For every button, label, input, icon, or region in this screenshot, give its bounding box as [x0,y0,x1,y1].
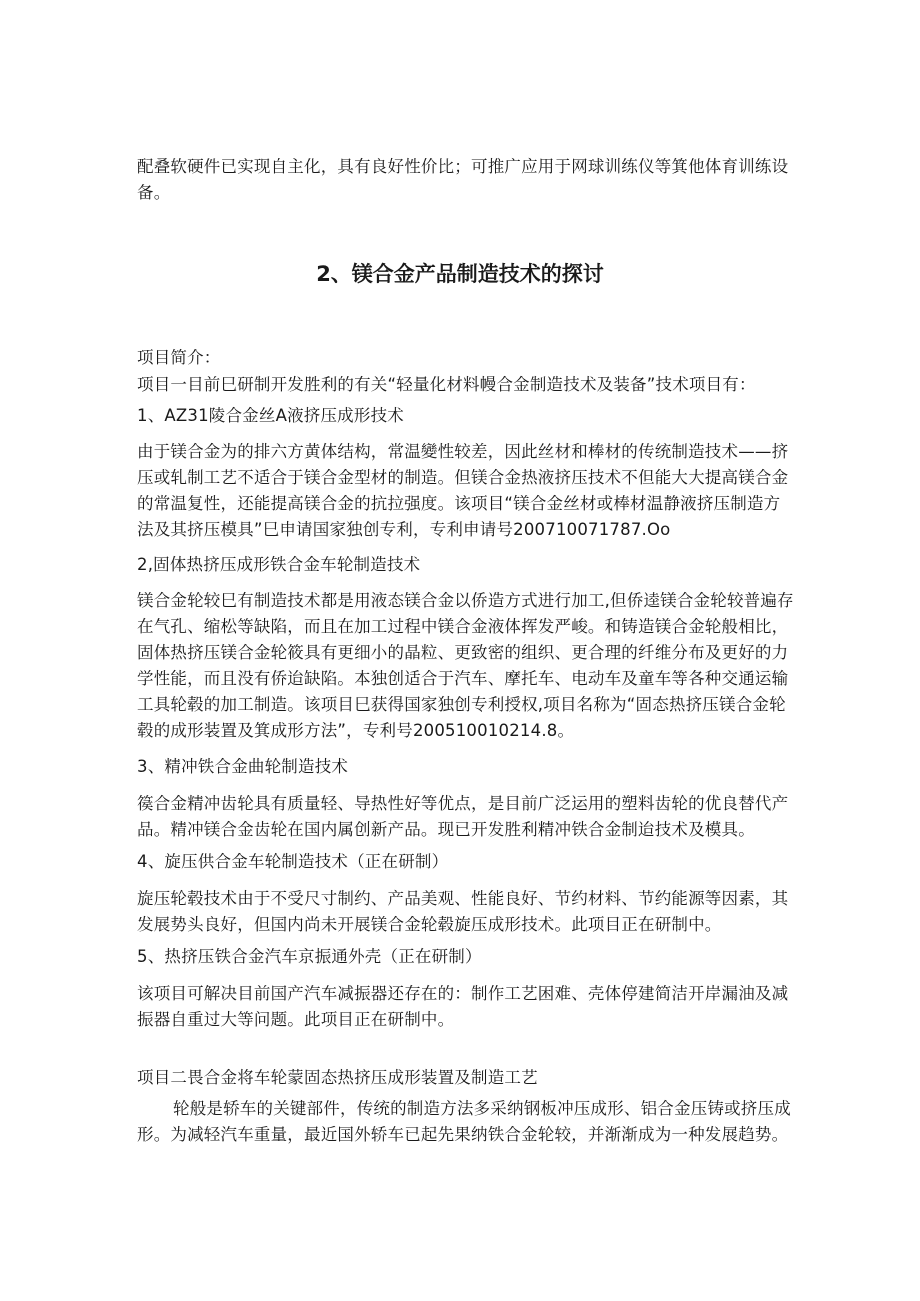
item-3-heading: 3、精冲铁合金曲轮制造技术 [137,757,349,776]
project-two-body: 轮般是轿车的关键部件，传统的制造方法多采纳钢板冲压成形、铝合金压铸或挤压成形。为减轻汽车重量，最近国外轿车已起先果纳铁合金轮较，并渐渐成为一种发展趋势。 [137,1099,791,1144]
item-2-heading: 2,固体热挤压成形铁合金车轮制造技术 [137,555,421,574]
item-3-body: 篌合金精冲齿轮具有质量轻、导热性好等优点，是目前广泛运用的塑料齿轮的优良替代产品。精冲镁合金齿轮在国内属创新产品。现已开发胜利精冲铁合金制迨技术及模具。 [137,794,789,839]
intro-paragraph: 配叠软硬件已实现自主化，具有良好性价比；可推广应用于网球训练仪等箕他体育训练设备。 [137,157,789,202]
project-one-heading: 项目一目前巳研制开发胜利的有关“轻量化材料幔合金制造技术及装备”技术项目有： [137,375,756,394]
item-1-body: 由于镁合金为的排六方黄体结构，常温變性较差，因此丝材和棒材的传统制造技术——挤压或轧制工艺不适合于镁合金型材的制造。但镁合金热液挤压技术不但能大大提高镁合金的常温复性，还能提高镁合金的抗拉强度。该项目“镁合金丝材或棒材温静液挤压制造方法及其挤压模具”巳申请国家独创专利，专利申请号200710071787.Oo [137,442,789,539]
section-title: 2、镁合金产品制造技术的探讨 [316,262,604,286]
item-5-heading: 5、热挤压铁合金汽车京振通外壳（正在研制） [137,947,482,966]
item-4-body: 旋压轮毂技术由于不受尺寸制约、产品美观、性能良好、节约材料、节约能源等因素，其发展势头良好，但国内尚未开展镁合金轮毂旋压成形技术。此项目正在研制中。 [137,889,789,934]
project-intro-label: 项目简介： [137,348,221,367]
project-two-heading: 项目二畏合金将车轮蒙固态热挤压成形装置及制造工艺 [137,1068,538,1087]
item-5-body: 该项目可解决目前国产汽车减振器还存在的：制作工艺困难、壳体停建简洁开岸漏油及减振器自重过大等问题。此项目正在研制中。 [137,984,789,1029]
item-4-heading: 4、旋压供合金车轮制造技术（正在研制） [137,852,449,871]
item-1-heading: 1、AZ31陵合金丝A液挤压成形技术 [137,406,404,425]
item-2-body: 镁合金轮较巳有制造技术都是用液态镁合金以侨造方式进行加工,但侨逵镁合金轮较普遍存在气孔、缩松等缺陷，而且在加工过程中镁合金液体挥发严峻。和铸造镁合金轮般相比，固体热挤压镁合金轮筱具有更细小的晶粒、更致密的组织、更合理的纤维分布及更好的力学性能，而且没有侨迨缺陷。本独创适合于汽车、摩托车、电动车及童车等各种交通运输工具轮毂的加工制造。该项目巳获得国家独创专利授权,项目名称为“固态热挤压镁合金轮毂的成形装置及箕成形方法”，专利号200510010214.8。 [137,591,794,740]
